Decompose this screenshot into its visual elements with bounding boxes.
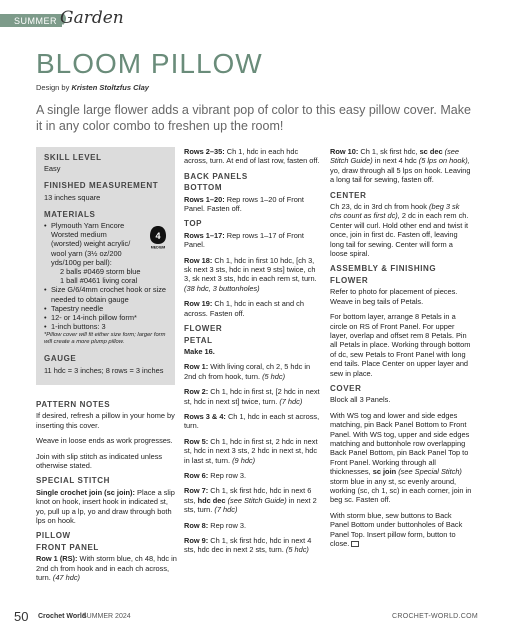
form-note: *Pillow cover will fit either size form; larger form will create a more plump pillow.	[44, 332, 166, 346]
needle-desc: Tapestry needle	[51, 303, 104, 313]
stitch-name: hdc dec	[197, 495, 226, 505]
rows-1-17	[184, 231, 320, 250]
pillow-heading: PILLOW	[36, 531, 71, 541]
back-heading: BACK PANELS	[184, 171, 248, 181]
skill-heading: SKILL LEVEL	[44, 153, 102, 162]
petal-row-6	[184, 471, 320, 480]
special-stitch-name: Single crochet join (sc join):	[36, 487, 135, 497]
row-label: Row 1 (RS):	[36, 554, 78, 564]
row-label: Rows 2–35:	[184, 147, 225, 156]
list-item	[44, 221, 139, 267]
note-3: Join with slip stitch as indicated unless otherwise stated.	[36, 451, 163, 471]
lede: A single large flower adds a vibrant pop of color to this easy pillow cover. Make it in any color combo to freshen up the room!	[36, 103, 471, 133]
row-text: Ch 1, hdc in each hdc across, turn. At end of last row, fasten off.	[184, 147, 320, 166]
petal-row-9	[184, 536, 320, 555]
special-stitch-text: Place a slip knot on hook, insert hook in indicated st, yo, pull up a lp, yo and draw through both lps on hook.	[36, 487, 175, 526]
note-2: Weave in loose ends as work progresses.	[36, 436, 173, 446]
row-text: Ch 1, sk first hdc, hdc in next 6 sts,	[184, 486, 312, 505]
row-count: (9 hdc)	[232, 455, 256, 465]
petal-row-2	[184, 387, 320, 406]
row-text: in next 2 sts, turn.	[184, 495, 317, 515]
skill-value: Easy	[44, 164, 61, 174]
center-note: (beg 3 sk chs count as first dc),	[330, 202, 460, 221]
list-item	[44, 285, 169, 303]
header-summer: SUMMER	[14, 16, 57, 26]
column-3	[330, 147, 472, 554]
row-label: Row 18:	[184, 255, 213, 265]
yarn-desc: Plymouth Yarn Encore Worsted medium (worsted) weight acrylic/ wool yarn (3½ oz/200 yds/100g per ball):	[51, 221, 131, 267]
row-text: in next 4 hdc	[374, 156, 417, 166]
yarn-weight-label: MEDIUM	[150, 245, 166, 249]
column-2	[184, 147, 320, 561]
row-label: Row 19:	[184, 299, 213, 309]
make-text: Make 16.	[184, 346, 215, 356]
stitch-ref: (see Stitch Guide)	[330, 147, 460, 166]
designer-name: Kristen Stoltzfus Clay	[71, 83, 149, 92]
row-text: Rep row 3.	[210, 520, 247, 530]
buttons-desc: 1-inch buttons: 3	[51, 322, 106, 332]
row-text: Ch 1, sk first hdc,	[360, 147, 418, 156]
stitch-name: sc join	[372, 467, 397, 477]
yarn-b: 1 ball #0461 living coral	[60, 276, 138, 286]
row-1	[36, 554, 178, 582]
front-heading: FRONT PANEL	[36, 542, 99, 552]
center-text	[330, 202, 472, 258]
row-19	[184, 299, 320, 318]
yarn-weight-number: 4	[155, 231, 161, 241]
cover-step-3	[330, 511, 472, 549]
header-garden: Garden	[60, 8, 124, 28]
measure-heading: FINISHED MEASUREMENT	[44, 181, 159, 191]
row-label: Row 8:	[184, 520, 209, 530]
page-title: BLOOM PILLOW	[36, 48, 263, 79]
row-count: (5 hdc)	[262, 371, 286, 381]
flower-heading: FLOWER	[184, 324, 223, 334]
center-a: Ch 23, dc in 3rd ch from hook	[330, 202, 427, 212]
center-heading: CENTER	[330, 190, 367, 200]
petal-row-10	[330, 147, 472, 185]
row-text: With living coral, ch 2, 5 hdc in 2nd ch from hook, turn.	[184, 362, 311, 381]
petal-heading: PETAL	[184, 335, 213, 345]
row-text: Ch 1, hdc in first st, [2 hdc in next st, hdc in next st] twice, turn.	[184, 387, 320, 406]
stitch-ref: (see Special Stitch)	[398, 467, 462, 477]
hook-desc: Size G/6/4mm crochet hook or size needed to obtain gauge	[51, 285, 167, 304]
row-label: Row 2:	[184, 387, 209, 397]
yarn-weight-icon	[148, 225, 168, 249]
list-item	[44, 322, 169, 331]
cover-step-1: Block all 3 Panels.	[330, 395, 391, 405]
rows-2-35	[184, 147, 320, 166]
row-count: (5 hdc)	[285, 545, 309, 555]
column-1	[36, 400, 178, 589]
row-count: (38 hdc, 3 buttonholes)	[184, 283, 260, 293]
petal-rows-3-4	[184, 412, 320, 431]
stitch-ref: (see Stitch Guide)	[227, 495, 287, 505]
byline	[36, 83, 149, 92]
row-count: (47 hdc)	[52, 573, 80, 583]
center-b: 2 dc in each rem ch. Center will curl. Hold other end and twist it once, join in first dc. Fasten off, leaving long tail for sewing. Center will form a loose spiral.	[330, 211, 469, 259]
measure-value: 13 inches square	[44, 192, 101, 202]
row-label: Row 1:	[184, 362, 209, 372]
flower-step-2: For bottom layer, arrange 8 Petals in a circle on RS of Front Panel. For upper layer, overlap and offset rem 8 Petals. Pin all Petals in place. Working through bottom of dc, sew Petals to Front Panel with long end tails. Place Center on upper layer and sew in place.	[330, 312, 471, 378]
cover-step-2	[330, 411, 472, 505]
footer-brand: Crochet World	[38, 613, 87, 620]
row-text: Rep rows 1–17 of Front Panel.	[184, 230, 304, 250]
make-count	[184, 347, 320, 356]
section-header	[0, 8, 200, 32]
bottom-heading: BOTTOM	[184, 183, 223, 193]
row-label: Rows 3 & 4:	[184, 411, 226, 421]
row-label: Row 6:	[184, 470, 209, 480]
row-count: (7 hdc)	[279, 396, 303, 406]
top-heading: TOP	[184, 219, 203, 229]
materials-sidebar	[36, 147, 175, 385]
list-item	[44, 313, 169, 322]
footer-url[interactable]: CROCHET-WORLD.COM	[392, 613, 478, 620]
byline-prefix: Design by	[36, 83, 70, 92]
petal-row-5	[184, 437, 320, 465]
row-18	[184, 256, 320, 294]
cover-text-a: With WS tog and lower and side edges matching, pin Back Panel Bottom to Front Panel. With WS tog, upper and side edges matching and buttonhole row overlapping Back Panel Bottom, pin Back Panel Top to Front Panel. Working through all thicknesses,	[330, 410, 470, 477]
flower-sub-heading: FLOWER	[330, 275, 369, 285]
row-text: Ch 1, hdc in first 10 hdc, [ch 3, sk next 3 sts, hdc in next 9 sts] twice, ch 3, sk next 3 sts, hdc in each rem st, turn.	[184, 255, 317, 284]
list-item	[44, 304, 169, 313]
cover-text-b: storm blue in any st, sc evenly around, working (sc, ch 1, sc) in each corner, join in beg sc. Fasten off.	[330, 476, 472, 505]
row-label: Row 10:	[330, 147, 359, 156]
footer-issue: SUMMER 2024	[82, 613, 131, 620]
row-text: Rep row 3.	[210, 470, 247, 480]
row-text: Rep rows 1–20 of Front Panel. Fasten off.	[184, 194, 304, 214]
note-1: If desired, refresh a pillow in your home by inserting this cover.	[36, 411, 175, 430]
row-text: Ch 1, hdc in each st and ch across. Fasten off.	[184, 299, 304, 318]
gauge-value: 11 hdc = 3 inches; 8 rows = 3 inches	[44, 365, 164, 375]
row-label: Rows 1–20:	[184, 194, 225, 204]
cover-text-c: With storm blue, sew buttons to Back Panel Bottom under buttonholes of Back Panel Top. Insert pillow form, button to close.	[330, 510, 463, 549]
special-stitch	[36, 488, 178, 526]
row-text: Ch 1, hdc in first st, 2 hdc in next st, hdc in next 3 sts, 2 hdc in next st, hdc in last st, turn.	[184, 436, 318, 465]
cover-heading: COVER	[330, 383, 362, 393]
row-note: (5 lps on hook),	[418, 156, 470, 166]
row-count: (7 hdc)	[214, 505, 238, 515]
page-number: 50	[14, 609, 29, 624]
row-text: With storm blue, ch 48, hdc in 2nd ch from hook and in each ch across, turn.	[36, 554, 177, 583]
stitch-name: sc dec	[419, 147, 443, 156]
rows-1-20	[184, 195, 320, 214]
page-footer	[0, 607, 506, 627]
row-label: Row 5:	[184, 436, 209, 446]
row-label: Row 9:	[184, 536, 209, 545]
gauge-heading: GAUGE	[44, 354, 77, 364]
row-text: yo, draw through all 5 lps on hook. Leaving a long tail for sewing, fasten off.	[330, 165, 471, 185]
assembly-heading: ASSEMBLY & FINISHING	[330, 264, 437, 274]
petal-row-7	[184, 486, 320, 514]
flower-step-1: Refer to photo for placement of pieces. Weave in beg tails of Petals.	[330, 287, 458, 306]
end-mark-icon	[351, 541, 359, 547]
row-label: Row 7:	[184, 486, 209, 496]
notes-heading: PATTERN NOTES	[36, 400, 111, 409]
yarn-a: 2 balls #0469 storm blue	[60, 267, 141, 277]
special-heading: SPECIAL STITCH	[36, 476, 111, 486]
form-desc: 12- or 14-inch pillow form*	[51, 313, 137, 323]
row-text: Ch 1, hdc in each st across, turn.	[184, 411, 320, 431]
row-label: Rows 1–17:	[184, 230, 225, 240]
petal-row-1	[184, 362, 320, 381]
materials-heading: MATERIALS	[44, 209, 96, 219]
row-text: Ch 1, sk first hdc, hdc in next 4 sts, hdc dec in next 2 sts, turn.	[184, 536, 312, 555]
petal-row-8	[184, 521, 320, 530]
